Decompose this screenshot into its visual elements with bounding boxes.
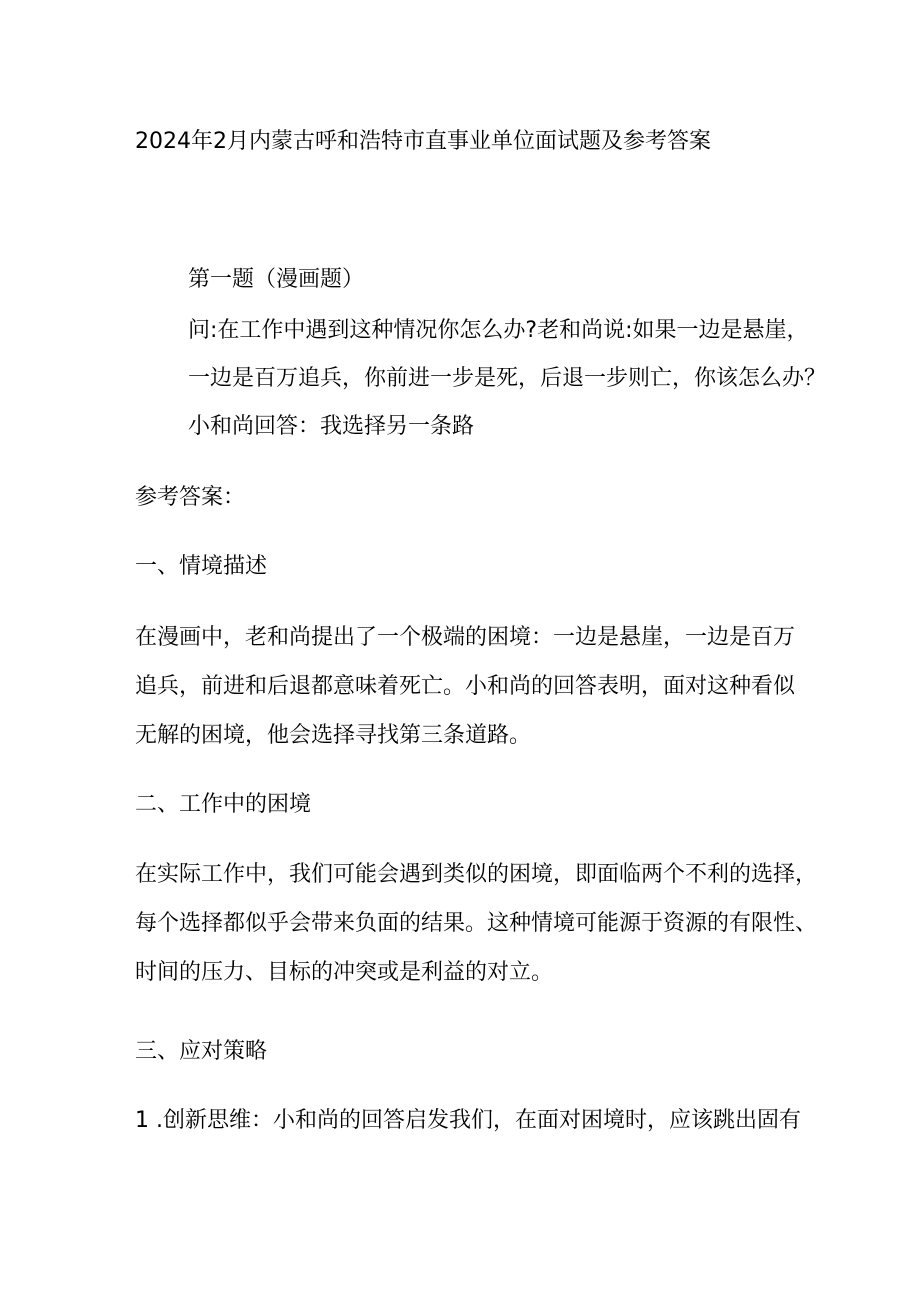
question-line: 小和尚回答：我选择另一条路 [188, 414, 475, 439]
section-heading: 一、情境描述 [135, 554, 268, 579]
paragraph-line: 时间的压力、目标的冲突或是利益的对立。 [135, 960, 554, 985]
answer-label: 参考答案： [135, 485, 246, 510]
question-line: 一边是百万追兵，你前进一步是死，后退一步则亡，你该怎么办？ [188, 366, 827, 391]
list-item: 1 .创新思维：小和尚的回答启发我们，在面对困境时，应该跳出固有 [135, 1108, 801, 1133]
question-line: 问:在工作中遇到这种情况你怎么办?老和尚说:如果一边是悬崖， [188, 318, 809, 343]
paragraph-line: 每个选择都似乎会带来负面的结果。这种情境可能源于资源的有限性、 [135, 911, 818, 936]
question-heading: 第一题（漫画题） [188, 267, 365, 292]
section-heading: 二、工作中的困境 [135, 792, 312, 817]
document-title: 2024年2月内蒙古呼和浩特市直事业单位面试题及参考答案 [135, 129, 711, 154]
paragraph-line: 在漫画中，老和尚提出了一个极端的困境：一边是悬崖，一边是百万 [135, 625, 796, 650]
paragraph-line: 追兵，前进和后退都意味着死亡。小和尚的回答表明，面对这种看似 [135, 674, 796, 699]
paragraph-line: 无解的困境，他会选择寻找第三条道路。 [135, 723, 532, 748]
section-heading: 三、应对策略 [135, 1039, 268, 1064]
paragraph-line: 在实际工作中，我们可能会遇到类似的困境，即面临两个不利的选择， [135, 862, 818, 887]
